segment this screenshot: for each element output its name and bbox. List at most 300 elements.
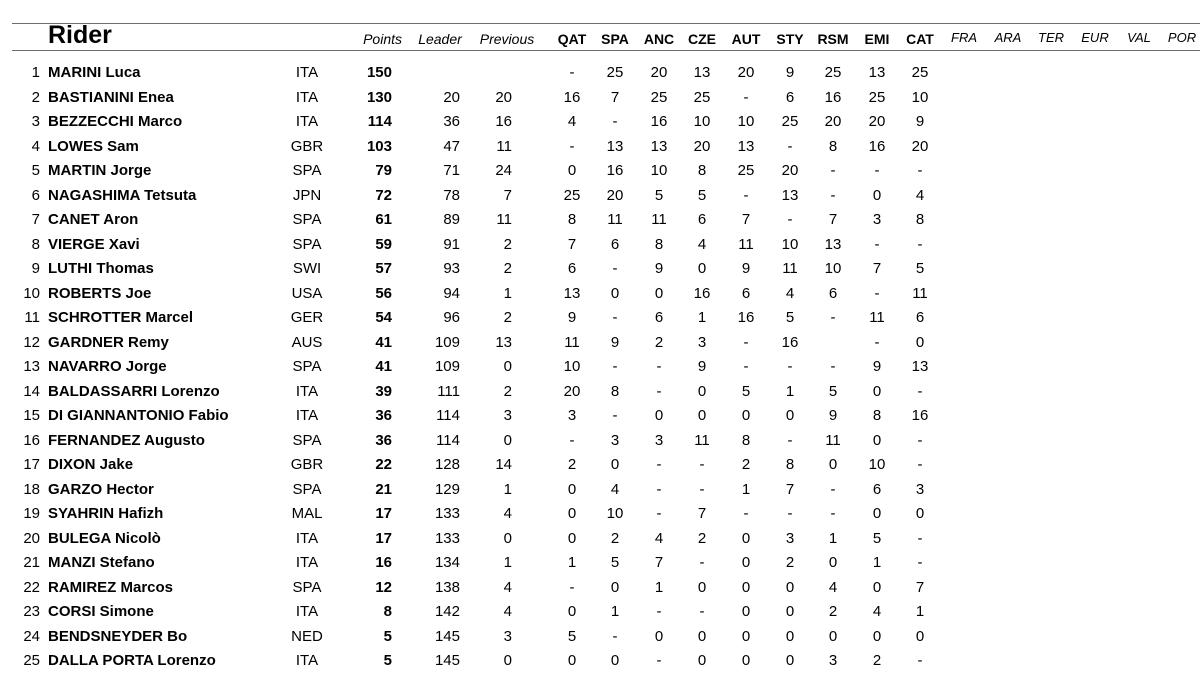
- race-result-cze: 6: [697, 211, 707, 228]
- race-result-cat: 5: [915, 260, 925, 277]
- table-row: [0, 625, 1200, 650]
- race-result-rsm: 10: [824, 260, 842, 277]
- gap-to-leader: 109: [434, 333, 460, 351]
- race-result-rsm: 5: [828, 382, 838, 400]
- race-result-cat: 0: [915, 505, 925, 522]
- rider-name: GARZO Hector: [48, 480, 154, 498]
- race-result-rsm: 2: [828, 603, 838, 620]
- race-result-spa: 13: [606, 137, 624, 155]
- gap-to-previous: 11: [496, 211, 512, 228]
- rider-name: BULEGA Nicolò: [48, 529, 161, 547]
- rider-name: NAGASHIMA Tetsuta: [48, 186, 197, 204]
- race-result-emi: -: [874, 333, 880, 351]
- race-result-aut: 10: [737, 113, 755, 130]
- race-result-cze: 0: [697, 627, 707, 645]
- race-result-cze: 20: [693, 137, 711, 155]
- race-result-rsm: -: [830, 505, 836, 522]
- race-result-aut: 5: [741, 382, 751, 400]
- race-result-anc: -: [656, 358, 662, 375]
- gap-to-leader: 145: [434, 652, 460, 669]
- rider-position: 16: [23, 431, 40, 449]
- race-result-qat: -: [569, 64, 575, 81]
- race-result-sty: 1: [785, 382, 795, 400]
- gap-to-leader: 142: [434, 603, 460, 620]
- rider-nation: ITA: [295, 554, 319, 571]
- rider-position: 5: [31, 162, 40, 179]
- rider-nation: GBR: [290, 456, 324, 473]
- race-result-emi: 0: [872, 186, 882, 204]
- race-result-qat: 4: [567, 113, 577, 130]
- race-result-cze: 7: [697, 505, 707, 522]
- gap-to-leader: 133: [434, 505, 460, 522]
- gap-to-leader: 89: [443, 211, 460, 228]
- race-result-sty: 5: [785, 309, 795, 326]
- race-result-anc: 10: [650, 162, 668, 179]
- rider-nation: SWI: [292, 260, 322, 277]
- rider-nation: ITA: [295, 407, 319, 424]
- race-result-cze: 0: [697, 652, 707, 669]
- race-result-rsm: 8: [828, 137, 838, 155]
- race-result-emi: 7: [872, 260, 882, 277]
- header-race-sty: STY: [776, 31, 804, 47]
- rider-position: 13: [23, 358, 40, 375]
- gap-to-previous: 0: [503, 652, 512, 669]
- race-result-rsm: 11: [825, 431, 841, 449]
- race-result-emi: -: [874, 162, 880, 179]
- rider-points: 57: [375, 260, 392, 277]
- race-result-aut: 0: [741, 529, 751, 547]
- race-result-anc: 2: [654, 333, 664, 351]
- race-result-cze: 13: [693, 64, 711, 81]
- rider-nation: USA: [291, 284, 323, 302]
- header-race-fra: FRA: [951, 30, 977, 45]
- rider-name: LOWES Sam: [48, 137, 139, 155]
- race-result-spa: 5: [610, 554, 620, 571]
- gap-to-previous: 4: [503, 603, 512, 620]
- rider-points: 22: [375, 456, 392, 473]
- race-result-rsm: -: [830, 358, 836, 375]
- table-row: [0, 233, 1200, 258]
- gap-to-previous: 2: [503, 309, 512, 326]
- race-result-emi: 16: [868, 137, 886, 155]
- race-result-spa: -: [612, 113, 618, 130]
- rider-points: 130: [366, 88, 392, 106]
- race-result-rsm: 1: [828, 529, 838, 547]
- race-result-spa: -: [612, 407, 618, 424]
- race-result-spa: 20: [606, 186, 624, 204]
- rider-name: SYAHRIN Hafizh: [48, 505, 164, 522]
- rider-name: DI GIANNANTONIO Fabio: [48, 407, 229, 424]
- race-result-spa: 25: [606, 64, 624, 81]
- race-result-qat: 11: [564, 333, 580, 351]
- rider-name: CORSI Simone: [48, 603, 154, 620]
- race-result-qat: 16: [563, 88, 581, 106]
- table-row: [0, 649, 1200, 674]
- gap-to-leader: 78: [443, 186, 460, 204]
- race-result-aut: 6: [741, 284, 751, 302]
- rider-name: LUTHI Thomas: [48, 260, 154, 277]
- header-race-anc: ANC: [643, 31, 675, 47]
- rider-position: 17: [23, 456, 40, 473]
- table-row: [0, 576, 1200, 601]
- race-result-spa: -: [612, 309, 618, 326]
- gap-to-leader: 109: [434, 358, 460, 375]
- table-row: [0, 135, 1200, 160]
- race-result-qat: 9: [567, 309, 577, 326]
- rider-nation: SPA: [292, 211, 322, 228]
- rider-name: DIXON Jake: [48, 456, 134, 473]
- header-race-por: POR: [1167, 30, 1197, 45]
- header-race-val: VAL: [1127, 30, 1151, 45]
- race-result-sty: -: [787, 358, 793, 375]
- gap-to-previous: 14: [495, 456, 512, 473]
- race-result-cze: 0: [697, 578, 707, 596]
- race-result-emi: 9: [872, 358, 882, 375]
- rider-name: DALLA PORTA Lorenzo: [48, 652, 216, 669]
- table-row: [0, 380, 1200, 405]
- rider-name: MANZI Stefano: [48, 554, 155, 571]
- table-row: [0, 600, 1200, 625]
- race-result-emi: 1: [872, 554, 882, 571]
- rider-nation: JPN: [292, 186, 322, 204]
- race-result-aut: 13: [737, 137, 755, 155]
- table-row: [0, 110, 1200, 135]
- table-row: [0, 208, 1200, 233]
- header-leader: Leader: [418, 31, 462, 47]
- gap-to-leader: 96: [443, 309, 460, 326]
- race-result-anc: 9: [654, 260, 664, 277]
- race-result-qat: 20: [563, 382, 581, 400]
- rider-nation: SPA: [292, 235, 322, 253]
- rider-nation: SPA: [292, 162, 322, 179]
- race-result-cat: -: [917, 652, 923, 669]
- rider-name: MARINI Luca: [48, 64, 141, 81]
- rider-nation: ITA: [295, 603, 319, 620]
- race-result-anc: 3: [654, 431, 664, 449]
- rider-nation: ITA: [295, 113, 319, 130]
- rider-points: 79: [375, 162, 392, 179]
- race-result-anc: -: [656, 505, 662, 522]
- race-result-cat: 13: [911, 358, 929, 375]
- race-result-emi: 0: [872, 627, 882, 645]
- race-result-emi: 6: [872, 480, 882, 498]
- table-row: [0, 355, 1200, 380]
- race-result-cze: 3: [697, 333, 707, 351]
- race-result-aut: 0: [741, 554, 751, 571]
- rider-position: 19: [23, 505, 40, 522]
- table-row: [0, 282, 1200, 307]
- race-result-rsm: 16: [824, 88, 842, 106]
- race-result-anc: -: [656, 603, 662, 620]
- race-result-sty: 10: [781, 235, 799, 253]
- race-result-aut: 0: [741, 407, 751, 424]
- race-result-cat: -: [917, 529, 923, 547]
- header-race-emi: EMI: [864, 31, 890, 47]
- rider-position: 10: [23, 284, 40, 302]
- race-result-spa: -: [612, 260, 618, 277]
- race-result-rsm: 7: [828, 211, 838, 228]
- race-result-anc: 13: [650, 137, 668, 155]
- table-row: [0, 331, 1200, 356]
- rider-points: 54: [375, 309, 392, 326]
- rider-nation: GBR: [290, 137, 324, 155]
- race-result-cat: 9: [915, 113, 925, 130]
- rider-points: 5: [383, 652, 392, 669]
- header-rider: Rider: [48, 21, 112, 49]
- rider-nation: ITA: [295, 88, 319, 106]
- race-result-cze: 11: [694, 431, 710, 449]
- rider-position: 6: [31, 186, 40, 204]
- race-result-spa: 11: [607, 211, 623, 228]
- race-result-rsm: 0: [828, 456, 838, 473]
- rider-name: ROBERTS Joe: [48, 284, 152, 302]
- gap-to-previous: 20: [495, 88, 512, 106]
- header-previous: Previous: [479, 31, 535, 47]
- race-result-rsm: -: [830, 309, 836, 326]
- race-result-emi: 3: [872, 211, 882, 228]
- gap-to-leader: 145: [434, 627, 460, 645]
- rider-position: 4: [31, 137, 40, 155]
- race-result-qat: 0: [567, 529, 577, 547]
- race-result-rsm: 0: [828, 627, 838, 645]
- gap-to-previous: 2: [503, 382, 512, 400]
- race-result-qat: -: [569, 431, 575, 449]
- rider-points: 41: [375, 358, 392, 375]
- race-result-qat: 0: [567, 505, 577, 522]
- race-result-qat: 7: [567, 235, 577, 253]
- rider-points: 21: [375, 480, 392, 498]
- race-result-anc: 20: [650, 64, 668, 81]
- race-result-rsm: 0: [828, 554, 838, 571]
- race-result-aut: 0: [741, 627, 751, 645]
- race-result-anc: 8: [654, 235, 664, 253]
- rider-points: 17: [375, 505, 392, 522]
- race-result-cat: 0: [915, 333, 925, 351]
- race-result-qat: 0: [567, 652, 577, 669]
- race-result-cze: -: [699, 554, 705, 571]
- race-result-sty: -: [787, 211, 793, 228]
- race-result-aut: 20: [737, 64, 755, 81]
- race-result-anc: -: [656, 456, 662, 473]
- rider-name: VIERGE Xavi: [48, 235, 140, 253]
- race-result-qat: 3: [567, 407, 577, 424]
- race-result-sty: -: [787, 505, 793, 522]
- race-result-aut: 0: [741, 603, 751, 620]
- race-result-cze: 9: [697, 358, 707, 375]
- race-result-anc: -: [656, 382, 662, 400]
- race-result-sty: 11: [782, 260, 798, 277]
- rider-nation: ITA: [295, 652, 319, 669]
- rider-position: 11: [24, 309, 40, 326]
- table-row: [0, 453, 1200, 478]
- race-result-sty: 25: [781, 113, 799, 130]
- header-race-ara: ARA: [994, 30, 1022, 45]
- race-result-anc: -: [656, 480, 662, 498]
- table-row: [0, 61, 1200, 86]
- rider-points: 8: [383, 603, 392, 620]
- table-row: [0, 184, 1200, 209]
- rider-position: 12: [23, 333, 40, 351]
- rider-nation: SPA: [292, 480, 322, 498]
- rider-points: 56: [375, 284, 392, 302]
- table-row: [0, 478, 1200, 503]
- race-result-aut: 25: [737, 162, 755, 179]
- rider-points: 16: [375, 554, 392, 571]
- race-result-rsm: -: [830, 162, 836, 179]
- race-result-spa: 6: [610, 235, 620, 253]
- gap-to-previous: 4: [503, 505, 512, 522]
- rider-position: 25: [23, 652, 40, 669]
- gap-to-previous: 3: [503, 627, 512, 645]
- gap-to-leader: 133: [434, 529, 460, 547]
- race-result-cat: -: [917, 431, 923, 449]
- table-header: [0, 21, 1200, 50]
- header-race-qat: QAT: [557, 31, 587, 47]
- rider-position: 21: [23, 554, 40, 571]
- table-row: [0, 527, 1200, 552]
- race-result-sty: 20: [781, 162, 799, 179]
- race-result-rsm: 6: [828, 284, 838, 302]
- gap-to-leader: 114: [436, 431, 460, 449]
- race-result-anc: -: [656, 652, 662, 669]
- rider-nation: MAL: [291, 505, 323, 522]
- race-result-qat: 13: [563, 284, 581, 302]
- race-result-spa: 9: [610, 333, 620, 351]
- race-result-anc: 0: [654, 284, 664, 302]
- header-race-cze: CZE: [688, 31, 716, 47]
- gap-to-previous: 7: [503, 186, 512, 204]
- race-result-sty: -: [787, 431, 793, 449]
- race-result-cat: -: [917, 235, 923, 253]
- race-result-aut: 9: [741, 260, 751, 277]
- rider-position: 22: [23, 578, 40, 596]
- race-result-qat: 10: [563, 358, 581, 375]
- rider-name: BENDSNEYDER Bo: [48, 627, 188, 645]
- rider-name: BALDASSARRI Lorenzo: [48, 382, 220, 400]
- race-result-cat: -: [917, 162, 923, 179]
- race-result-sty: 3: [785, 529, 795, 547]
- race-result-qat: -: [569, 137, 575, 155]
- header-race-rsm: RSM: [817, 31, 849, 47]
- rider-position: 24: [23, 627, 40, 645]
- race-result-spa: 0: [610, 456, 620, 473]
- race-result-emi: 0: [872, 505, 882, 522]
- gap-to-previous: 11: [496, 137, 512, 155]
- race-result-cze: 10: [693, 113, 711, 130]
- rider-points: 61: [375, 211, 392, 228]
- race-result-spa: 1: [610, 603, 620, 620]
- race-result-rsm: 9: [828, 407, 838, 424]
- rider-name: BEZZECCHI Marco: [48, 113, 183, 130]
- rider-position: 15: [23, 407, 40, 424]
- table-row: [0, 502, 1200, 527]
- rider-position: 7: [31, 211, 40, 228]
- race-result-cze: 8: [697, 162, 707, 179]
- rider-position: 8: [31, 235, 40, 253]
- gap-to-leader: 71: [443, 162, 460, 179]
- gap-to-leader: 128: [434, 456, 460, 473]
- rider-points: 5: [383, 627, 392, 645]
- race-result-cat: 6: [915, 309, 925, 326]
- race-result-cze: 5: [697, 186, 707, 204]
- race-result-spa: 0: [610, 284, 620, 302]
- gap-to-previous: 2: [503, 260, 512, 277]
- race-result-emi: 11: [869, 309, 885, 326]
- race-result-aut: -: [743, 88, 749, 106]
- race-result-aut: -: [743, 186, 749, 204]
- race-result-cat: -: [917, 554, 923, 571]
- rider-nation: SPA: [292, 431, 322, 449]
- race-result-sty: 13: [781, 186, 799, 204]
- rider-position: 14: [23, 382, 40, 400]
- race-result-emi: 2: [872, 652, 882, 669]
- race-result-cat: 7: [915, 578, 925, 596]
- gap-to-previous: 1: [503, 480, 512, 498]
- race-result-emi: 0: [872, 431, 882, 449]
- race-result-cat: -: [917, 382, 923, 400]
- race-result-sty: 0: [785, 652, 795, 669]
- race-result-cze: 0: [697, 260, 707, 277]
- race-result-sty: 0: [785, 627, 795, 645]
- race-result-aut: -: [743, 333, 749, 351]
- rider-position: 1: [31, 64, 40, 81]
- standings-rows: [0, 61, 1200, 674]
- rider-nation: SPA: [292, 358, 322, 375]
- race-result-qat: 0: [567, 480, 577, 498]
- race-result-qat: 8: [567, 211, 577, 228]
- race-result-rsm: -: [830, 186, 836, 204]
- rider-name: MARTIN Jorge: [48, 162, 152, 179]
- rider-position: 2: [31, 88, 40, 106]
- race-result-rsm: 13: [824, 235, 842, 253]
- gap-to-leader: 20: [443, 88, 460, 106]
- race-result-aut: 2: [741, 456, 751, 473]
- race-result-cat: 10: [911, 88, 929, 106]
- race-result-sty: 2: [785, 554, 795, 571]
- race-result-qat: 0: [567, 162, 577, 179]
- race-result-qat: 2: [567, 456, 577, 473]
- race-result-sty: 8: [785, 456, 795, 473]
- race-result-cze: -: [699, 480, 705, 498]
- gap-to-previous: 2: [503, 235, 512, 253]
- table-row: [0, 429, 1200, 454]
- gap-to-leader: 93: [443, 260, 460, 277]
- race-result-sty: 16: [781, 333, 799, 351]
- rider-points: 36: [375, 431, 392, 449]
- race-result-cat: 16: [911, 407, 929, 424]
- gap-to-leader: 114: [436, 407, 460, 424]
- rider-nation: ITA: [295, 529, 319, 547]
- race-result-emi: 5: [872, 529, 882, 547]
- gap-to-leader: 91: [443, 235, 460, 253]
- race-result-aut: 8: [741, 431, 751, 449]
- race-result-cat: 25: [911, 64, 929, 81]
- gap-to-previous: 1: [503, 284, 512, 302]
- race-result-spa: 3: [610, 431, 620, 449]
- race-result-anc: 11: [651, 211, 667, 228]
- gap-to-previous: 0: [503, 358, 512, 375]
- header-race-ter: TER: [1038, 30, 1064, 45]
- gap-to-previous: 4: [503, 578, 512, 596]
- race-result-sty: -: [787, 137, 793, 155]
- header-race-spa: SPA: [601, 31, 629, 47]
- race-result-aut: 7: [741, 211, 751, 228]
- rider-points: 36: [375, 407, 392, 424]
- race-result-anc: 4: [654, 529, 664, 547]
- race-result-spa: 4: [610, 480, 620, 498]
- race-result-anc: 6: [654, 309, 664, 326]
- race-result-qat: 6: [567, 260, 577, 277]
